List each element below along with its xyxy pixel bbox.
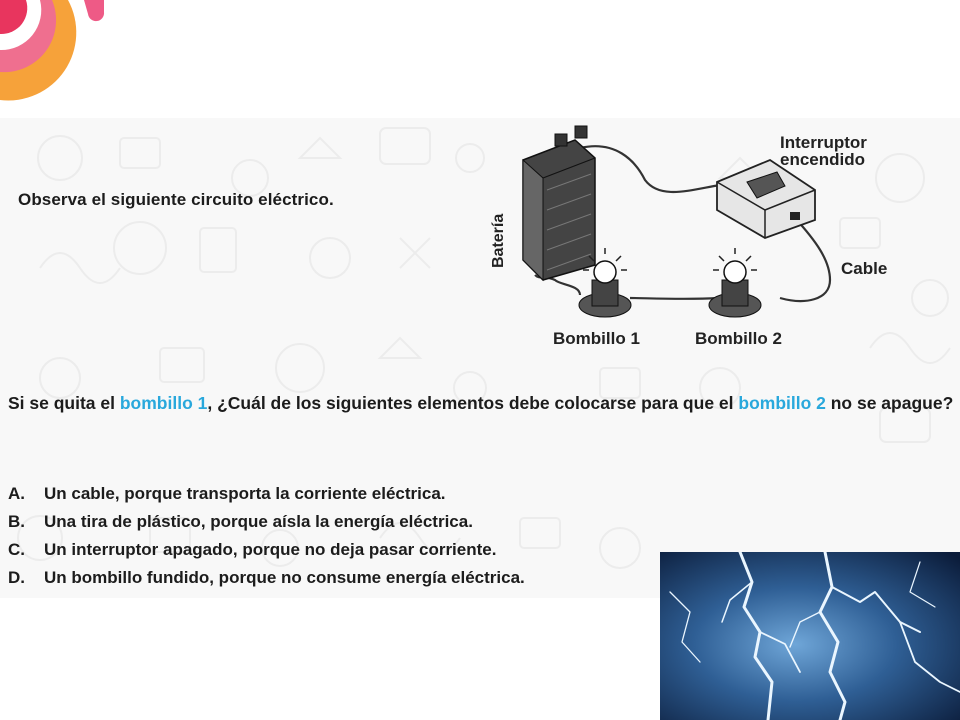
option-text: Una tira de plástico, porque aísla la energía eléctrica. bbox=[44, 512, 473, 531]
question-highlight-bulb-1: bombillo 1 bbox=[119, 393, 208, 413]
option-a[interactable] bbox=[8, 480, 525, 508]
switch-label-line1: Interruptor bbox=[780, 133, 867, 152]
logo-small-tab bbox=[84, 0, 104, 21]
corner-logo bbox=[0, 0, 110, 110]
option-b[interactable] bbox=[8, 508, 525, 536]
question-highlight-bulb-2: bombillo 2 bbox=[738, 393, 826, 413]
switch bbox=[717, 160, 815, 238]
question-part-3: no se apague? bbox=[825, 393, 954, 413]
option-text: Un bombillo fundido, porque no consume energía eléctrica. bbox=[44, 568, 525, 587]
cable-label: Cable bbox=[841, 259, 888, 278]
lightning-image bbox=[660, 552, 960, 720]
circuit-diagram bbox=[485, 120, 915, 352]
option-letter: C. bbox=[8, 540, 25, 559]
question-part-2: , ¿Cuál de los siguientes elementos debe colocarse para que el bbox=[207, 393, 739, 413]
option-letter: A. bbox=[8, 484, 25, 503]
bulb-2 bbox=[709, 248, 761, 317]
question-part-1: Si se quita el bbox=[8, 393, 120, 413]
option-c[interactable] bbox=[8, 536, 525, 564]
answer-options bbox=[8, 480, 525, 592]
switch-label-line2: encendido bbox=[780, 150, 866, 169]
bulb-2-label: Bombillo 2 bbox=[695, 329, 782, 348]
option-text: Un interruptor apagado, porque no deja pasar corriente. bbox=[44, 540, 497, 559]
battery bbox=[523, 126, 595, 280]
question-text bbox=[8, 390, 958, 416]
option-letter: B. bbox=[8, 512, 25, 531]
battery-label: Batería bbox=[490, 213, 507, 268]
bulb-1-label: Bombillo 1 bbox=[553, 329, 640, 348]
option-d[interactable] bbox=[8, 564, 525, 592]
option-letter: D. bbox=[8, 568, 25, 587]
option-text: Un cable, porque transporta la corriente eléctrica. bbox=[44, 484, 446, 503]
intro-text: Observa el siguiente circuito eléctrico. bbox=[18, 190, 334, 209]
